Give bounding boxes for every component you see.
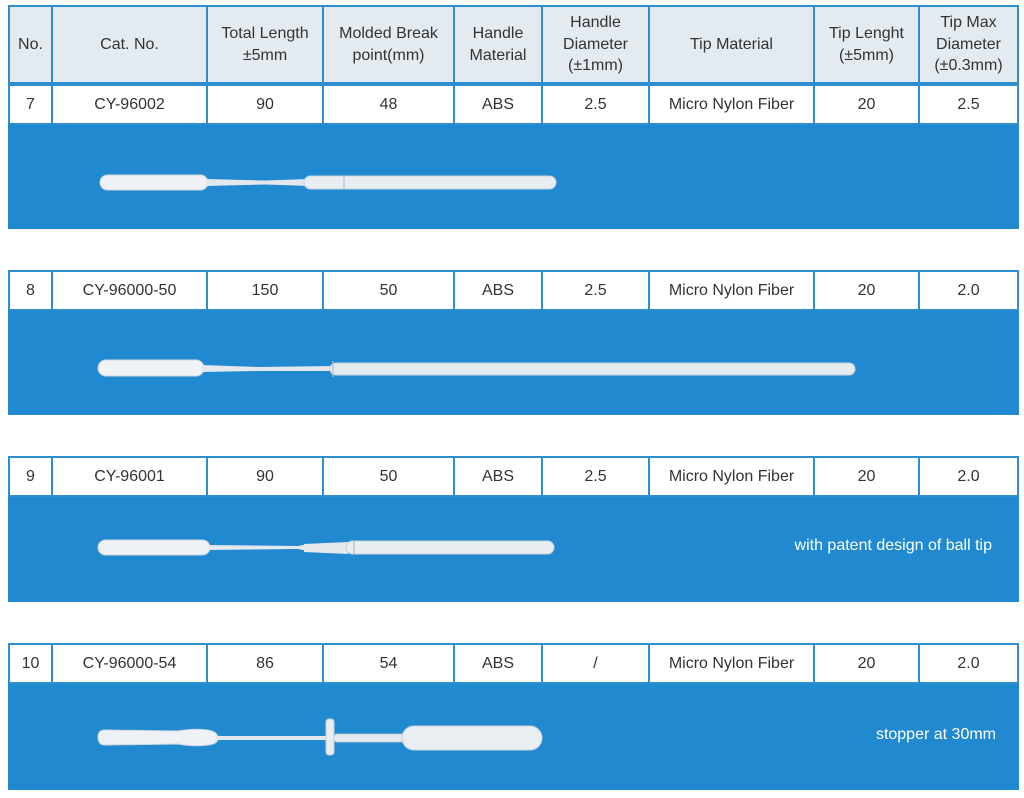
swab-caption: stopper at 30mm xyxy=(875,726,996,743)
swab-image-panel xyxy=(8,497,1019,602)
swab-caption: with patent design of ball tip xyxy=(794,537,992,554)
cell-tip-length: 20 xyxy=(815,645,918,682)
cell-tip-diameter: 2.0 xyxy=(920,272,1017,309)
cell-handle-diameter: / xyxy=(543,645,648,682)
cell-cat-no: CY-96002 xyxy=(53,86,206,123)
swab-illustration xyxy=(98,540,554,555)
col-header-handle-material: Handle Material xyxy=(455,7,541,82)
cell-handle-material: ABS xyxy=(455,272,541,309)
cell-handle-diameter: 2.5 xyxy=(543,458,648,495)
cell-handle-material: ABS xyxy=(455,645,541,682)
cell-tip-diameter: 2.0 xyxy=(920,458,1017,495)
cell-tip-material: Micro Nylon Fiber xyxy=(650,272,813,309)
cell-tip-length: 20 xyxy=(815,458,918,495)
swab-image-panel xyxy=(8,311,1019,415)
swab-illustration xyxy=(98,719,542,755)
cell-total-length: 86 xyxy=(208,645,322,682)
swab-image xyxy=(8,684,1019,790)
cell-handle-diameter: 2.5 xyxy=(543,86,648,123)
swab-image-panel xyxy=(8,125,1019,229)
col-header-tip-material: Tip Material xyxy=(650,7,813,82)
cell-tip-material: Micro Nylon Fiber xyxy=(650,458,813,495)
col-header-no: No. xyxy=(10,7,51,82)
cell-tip-diameter: 2.0 xyxy=(920,645,1017,682)
cell-tip-material: Micro Nylon Fiber xyxy=(650,86,813,123)
swab-illustration xyxy=(98,360,855,377)
swab-illustration xyxy=(100,175,556,190)
cell-break-point: 54 xyxy=(324,645,453,682)
cell-no: 9 xyxy=(10,458,51,495)
col-header-cat-no: Cat. No. xyxy=(53,7,206,82)
cell-total-length: 150 xyxy=(208,272,322,309)
cell-tip-diameter: 2.5 xyxy=(920,86,1017,123)
cell-no: 10 xyxy=(10,645,51,682)
cell-break-point: 48 xyxy=(324,86,453,123)
cell-handle-diameter: 2.5 xyxy=(543,272,648,309)
cell-total-length: 90 xyxy=(208,86,322,123)
cell-tip-length: 20 xyxy=(815,272,918,309)
cell-break-point: 50 xyxy=(324,458,453,495)
swab-image xyxy=(8,125,1019,229)
col-header-tip-diameter: Tip Max Diameter (±0.3mm) xyxy=(920,7,1017,82)
cell-cat-no: CY-96000-54 xyxy=(53,645,206,682)
cell-tip-material: Micro Nylon Fiber xyxy=(650,645,813,682)
cell-handle-material: ABS xyxy=(455,458,541,495)
cell-tip-length: 20 xyxy=(815,86,918,123)
col-header-break-point: Molded Break point(mm) xyxy=(324,7,453,82)
cell-no: 8 xyxy=(10,272,51,309)
swab-image xyxy=(8,311,1019,415)
col-header-handle-diameter: Handle Diameter (±1mm) xyxy=(543,7,648,82)
cell-break-point: 50 xyxy=(324,272,453,309)
cell-cat-no: CY-96000-50 xyxy=(53,272,206,309)
cell-cat-no: CY-96001 xyxy=(53,458,206,495)
cell-total-length: 90 xyxy=(208,458,322,495)
col-header-tip-length: Tip Lenght (±5mm) xyxy=(815,7,918,82)
col-header-total-length: Total Length ±5mm xyxy=(208,7,322,82)
cell-handle-material: ABS xyxy=(455,86,541,123)
swab-image-panel xyxy=(8,684,1019,790)
cell-no: 7 xyxy=(10,86,51,123)
